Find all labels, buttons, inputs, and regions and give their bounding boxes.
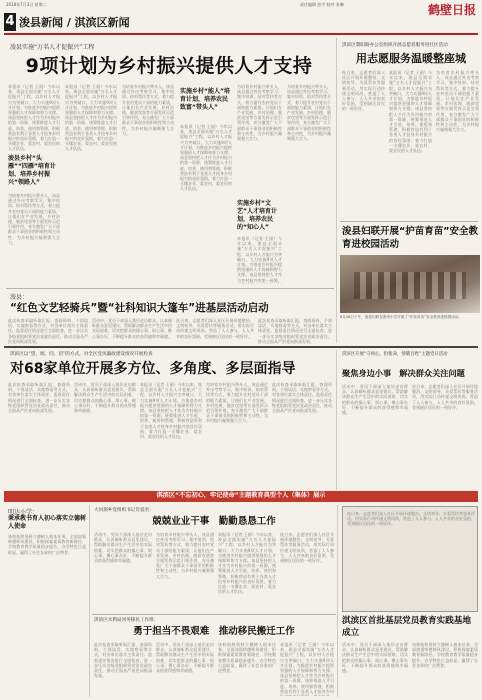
check-body-1: 此次检查采取听取汇报、查阅资料、个别谈话、实地察看等方式，对各单位落实主体责任、监督责任情况进行全面检查，进一步压实各级党组织管党治党政治责任，推动全面从严治党向纵深发展。 [8,382,70,414]
theme-body-2: 连日来，志愿者们深入社区开展环境整治、文明劝导、关爱帮扶等服务活动，用实际行动传递文明风尚，营造了人人参与、人人共享的良好氛围，受到辖区居民的一致好评。 [412,384,478,410]
lead-quote-1: 浚县乡村“头雁”“四雁”培育计划、培养乡村振兴“领路人” [8,155,56,186]
water-body-3: 该校始终坚持立德树人根本任务，全面加强师德师风建设，积极探索素质教育新路径，学校教育教学质量稳步提升，办学特色日益彰显，赢得了社会各界的广泛赞誉。 [218,642,276,674]
school-photo-caption: 6月28日下午，浚县妇联在浚州小学开展了“护苗育苗”安全教育进校园活动。 [340,315,462,319]
volunteer-body-3: 为培育乡村振兴带头人，该县通过外出考察学习、集中培训、结对帮扶等方式，着力提升农村党员干部的能力素质，让他们在产业发展、乡村治理、脱贫攻坚等方面发挥示范引领作用，充分激发广大干部群众干事创业的积极性和主动性，为乡村振兴凝聚强大合力。 [436,70,479,133]
lead-kicker-box [10,42,330,51]
secretary-headline: 兢兢业业干事 勤勤恳恳工作 [152,516,276,527]
check-kicker: 淇滨区以“望、闻、问、切”的方式，对全区党风廉政建设情况开展检查 [10,352,153,357]
secretary-body-3: 本报讯（记者 王丽）今年以来，浚县全面实施“万名人才促振兴”工程，以乡村人才振兴为突破口，大力实施9项人才计划，为推进乡村振兴提供坚强的人才保障和智力支撑。该县坚持把人才作为乡村振兴的第一资源，统筹推进人才引进、培养、使用和管理，积极营造有利于各类人才投身乡村振兴的良好氛围，着力打造一支懂农业、爱农村、爱农民的人才队伍。 [218,532,276,595]
theme-kicker: 淇滨区开展“守初心，担使命，情暖百姓”主题党日活动 [342,352,448,357]
volunteer-headline: 用志愿服务温暖整座城 [356,52,466,65]
page-number: 4 [5,14,15,29]
check-body-2: 活动中，党员干部深入基层走访群众，认真倾听群众意见建议，帮助解决群众生产生活中的实际困难，切实把群众的操心事、烦心事、揪心事办好，不断提升群众的获得感和幸福感。 [74,382,136,414]
editor-line: 责任编辑 彭宇 校对 张琳 [300,2,344,7]
art-body-1: 此次检查采取听取汇报、查阅资料、个别谈话、实地察看等方式，对各单位落实主体责任、监督责任情况进行全面检查，进一步压实各级党组织管党治党政治责任，推动全面从严治党向纵深发展。 [8,318,88,344]
art-body-4: 此次检查采取听取汇报、查阅资料、个别谈话、实地察看等方式，对各单位落实主体责任、监督责任情况进行全面检查，进一步压实各级党组织管党治党政治责任，推动全面从严治党向纵深发展。 [258,318,332,344]
water-body-2: 活动中，党员干部深入基层走访群众，认真倾听群众意见建议，帮助解决群众生产生活中的实际困难，切实把群众的操心事、烦心事、揪心事办好，不断提升群众的获得感和幸福感。 [156,642,214,674]
lead-quote-3: 实施乡村“文艺”人才培育计划，培养农民的“知心人” [237,200,277,231]
secretary-body-1: 活动中，党员干部深入基层走访群众，认真倾听群众意见建议，帮助解决群众生产生活中的实际困难，切实把群众的操心事、烦心事、揪心事办好，不断提升群众的获得感和幸福感。 [94,532,152,564]
promo-body: 连日来，志愿者们深入社区开展环境整治、文明劝导、关爱帮扶等服务活动，用实际行动传递文明风尚，营造了人人参与、人人共享的良好氛围，受到辖区居民的一致好评。 [347,511,475,527]
newspaper-brand: 鹤壁日报 [427,3,476,17]
base-body-2: 该校始终坚持立德树人根本任务，全面加强师德师风建设，积极探索素质教育新路径，学校教育教学质量稳步提升，办学特色日益彰显，赢得了社会各界的广泛赞誉。 [412,642,478,668]
divider [6,288,334,289]
school-kicker: 明达小学： [8,509,39,516]
school-safety-headline: 浚县妇联开展“护苗育苗”安全教育进校园活动 [342,226,478,250]
theme-body-1: 活动中，党员干部深入基层走访群众，认真倾听群众意见建议，帮助解决群众生产生活中的实际困难，切实把群众的操心事、烦心事、揪心事办好，不断提升群众的获得感和幸福感。 [342,384,408,416]
secretary-body-2: 为培育乡村振兴带头人，该县通过外出考察学习、集中培训、结对帮扶等方式，着力提升农村党员干部的能力素质，让他们在产业发展、乡村治理、脱贫攻坚等方面发挥示范引领作用，充分激发广大干部群众干事创业的积极性和主动性，为乡村振兴凝聚强大合力。 [156,532,214,579]
column-separator [89,505,90,697]
lead-kicker: 浚县实施“万名人才促振兴”工程 [10,44,95,51]
art-kicker: 浚县： [10,294,29,301]
water-headline: 勇于担当不畏艰难 推动移民搬迁工作 [133,626,295,637]
theme-banner: 淇滨区“不忘初心，牢记使命”主题教育典型个人（集体）展示 [4,491,478,502]
base-headline: 淇滨区首批基层党员教育实践基地成立 [342,616,471,638]
school-body: 该校始终坚持立德树人根本任务，全面加强师德师风建设，积极探索素质教育新路径，学校教育教学质量稳步提升，办学特色日益彰显，赢得了社会各界的广泛赞誉。 [8,534,86,555]
divider [92,614,336,615]
check-body-5: 此次检查采取听取汇报、查阅资料、个别谈话、实地察看等方式，对各单位落实主体责任、监督责任情况进行全面检查，进一步压实各级党组织管党治党政治责任，推动全面从严治党向纵深发展。 [272,382,332,414]
lead-body-col1: 本报讯（记者 王丽）今年以来，浚县全面实施“万名人才促振兴”工程，以乡村人才振兴为突破口，大力实施9项人才计划，为推进乡村振兴提供坚强的人才保障和智力支撑。该县坚持把人才作为乡村振兴的第一资源，统筹推进人才引进、培养、使用和管理，积极营造有利于各类人才投身乡村振兴的良好氛围，着力打造一支懂农业、爱农村、爱农民的人才队伍。 [8,84,60,152]
lead-body-col3: 为培育乡村振兴带头人，该县通过外出考察学习、集中培训、结对帮扶等方式，着力提升农村党员干部的能力素质，让他们在产业发展、乡村治理、脱贫攻坚等方面发挥示范引领作用，充分激发广大干部群众干事创业的积极性和主动性，为乡村振兴凝聚强大合力。 [122,84,174,136]
lead-body-col5b: 本报讯（记者 王丽）今年以来，浚县全面实施“万名人才促振兴”工程，以乡村人才振兴为突破口，大力实施9项人才计划，为推进乡村振兴提供坚强的人才保障和智力支撑。该县坚持把人才作为乡村振兴的第一资源， [237,236,282,283]
secretary-body-4: 连日来，志愿者们深入社区开展环境整治、文明劝导、关爱帮扶等服务活动，用实际行动传递文明风尚，营造了人人参与、人人共享的良好氛围，受到辖区居民的一致好评。 [280,532,334,564]
section-title: 浚县新闻 / 淇滨区新闻 [19,16,130,29]
volunteer-body-1: 连日来，志愿者们深入社区开展环境整治、文明劝导、关爱帮扶等服务活动，用实际行动传递文明风尚，营造了人人参与、人人共享的良好氛围，受到辖区居民的一致好评。 [342,70,385,112]
art-body-3: 连日来，志愿者们深入社区开展环境整治、文明劝导、关爱帮扶等服务活动，用实际行动传递文明风尚，营造了人人参与、人人共享的良好氛围，受到辖区居民的一致好评。 [176,318,254,339]
column-separator [336,350,337,490]
water-kicker: 淇滨区水利局河务移民工作组： [94,618,159,623]
lead-quote-2: 实施乡村“能人”培育计划，培养农民致富“带头人” [180,88,230,111]
water-body-4: 本报讯（记者 王丽）今年以来，浚县全面实施“万名人才促振兴”工程，以乡村人才振兴为突破口，大力实施9项人才计划，为推进乡村振兴提供坚强的人才保障和智力支撑。该县坚持把人才作为乡村振兴的第一资源，统筹推进人才引进、培养、使用和管理，积极营造有利于各类人才投身乡村 [280,642,334,694]
divider [340,221,478,222]
water-body-1: 此次检查采取听取汇报、查阅资料、个别谈话、实地察看等方式，对各单位落实主体责任、监督责任情况进行全面检查，进一步压实各级党组织管党治党政治责任，推动全面从严治党向纵深发展。 [94,642,152,679]
lead-body-col6: 为培育乡村振兴带头人，该县通过外出考察学习、集中培训、结对帮扶等方式，着力提升农村党员干部的能力素质，让他们在产业发展、乡村治理、脱贫攻坚等方面发挥示范引领作用，充分激发广大干部群众干事创业的积极性和主动性，为乡村振兴凝聚强大合力。 [287,84,331,142]
top-rule [4,33,478,35]
lead-headline: 9项计划为乡村振兴提供人才支持 [25,55,313,77]
check-headline: 对68家单位开展多方位、多角度、多层面指导 [10,361,296,377]
date-line: 2018年7月3日 星期二 [6,2,47,7]
secretary-kicker: 大河涧乡党组织书记肖爱君： [94,508,154,513]
base-body-1: 活动中，党员干部深入基层走访群众，认真倾听群众意见建议，帮助解决群众生产生活中的实际困难，切实把群众的操心事、烦心事、揪心事办好，不断提升群众的获得感和幸福感。 [342,642,408,674]
volunteer-kicker: 淇滨区黎阳路办公室组织开展志愿者服务进社区活动 [342,43,448,48]
volunteer-body-2: 本报讯（记者 王丽）今年以来，浚县全面实施“万名人才促振兴”工程，以乡村人才振兴为突破口，大力实施9项人才计划，为推进乡村振兴提供坚强的人才保障和智力支撑。该县坚持把人才作为乡村振兴的第一资源，统筹推进人才引进、培养、使用和管理，积极营造有利于各类人才投身乡村振兴的良好氛围，着力打造一支懂农业、爱农村、爱农民的人才队伍。 [389,70,432,154]
theme-headline: 聚焦身边小事 解决群众关注问题 [342,368,465,378]
school-photo [340,255,480,313]
section-divider [4,346,478,348]
column-separator [337,505,338,697]
lead-body-col2: 本报讯（记者 王丽）今年以来，浚县全面实施“万名人才促振兴”工程，以乡村人才振兴为突破口，大力实施9项人才计划，为推进乡村振兴提供坚强的人才保障和智力支撑。该县坚持把人才作为乡村振兴的第一资源，统筹推进人才引进、培养、使用和管理，积极营造有利于各类人才投身乡村振兴的良好氛围，着力打造一支懂农业、爱农村、爱农民的人才队伍。 [65,84,117,152]
check-body-3: 本报讯（记者 王丽）今年以来，浚县全面实施“万名人才促振兴”工程，以乡村人才振兴为突破口，大力实施9项人才计划，为推进乡村振兴提供坚强的人才保障和智力支撑。该县坚持把人才作为乡村振兴的第一资源，统筹推进人才引进、培养、使用和管理，积极营造有利于各类人才投身乡村振兴的良好氛围，着力打造一支懂农业、爱农村、爱农民的人才队伍。 [140,382,202,440]
column-separator [336,38,337,343]
lead-body-col5: 为培育乡村振兴带头人，该县通过外出考察学习、集中培训、结对帮扶等方式，着力提升农村党员干部的能力素质，让他们在产业发展、乡村治理、脱贫攻坚等方面发挥示范引领作用，充分激发广大干部群众干事创业的积极性和主动性，为乡村振兴凝聚强大合力。 [237,84,282,142]
lead-body-col1b: 为培育乡村振兴带头人，该县通过外出考察学习、集中培训、结对帮扶等方式，着力提升农村党员干部的能力素质，让他们在产业发展、乡村治理、脱贫攻坚等方面发挥示范引领作用，充分激发广大干部群众干事创业的积极性和主动性，为乡村振兴凝聚强大合力。 [8,193,60,245]
art-body-2: 活动中，党员干部深入基层走访群众，认真倾听群众意见建议，帮助解决群众生产生活中的实际困难，切实把群众的操心事、烦心事、揪心事办好，不断提升群众的获得感和幸福感。 [92,318,172,339]
promo-box [342,506,478,612]
check-body-4: 为培育乡村振兴带头人，该县通过外出考察学习、集中培训、结对帮扶等方式，着力提升农村党员干部的能力素质，让他们在产业发展、乡村治理、脱贫攻坚等方面发挥示范引领作用，充分激发广大干部群众干事创业的积极性和主动性，为乡村振兴凝聚强大合力。 [206,382,268,424]
school-headline: 秉承教书育人初心落实立德树人使命 [8,515,87,530]
lead-body-col4: 本报讯（记者 王丽）今年以来，浚县全面实施“万名人才促振兴”工程，以乡村人才振兴为突破口，大力实施9项人才计划，为推进乡村振兴提供坚强的人才保障和智力支撑。该县坚持把人才作为乡村振兴的第一资源，统筹推进人才引进、培养、使用和管理，积极营造有利于各类人才投身乡村振兴的良好氛围，着力打造一支懂农业、爱农村、爱农民的人才队伍。 [180,124,232,192]
art-headline: “红色文艺轻骑兵”暨“社科知识大篷车”进基层活动启动 [10,302,269,314]
